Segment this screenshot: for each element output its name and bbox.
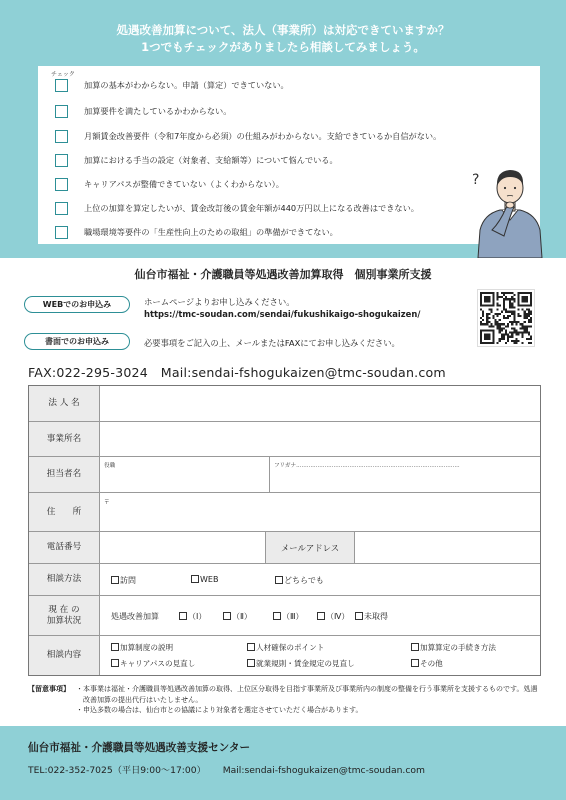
headline-line-2: 1つでもチェックがありましたら相談してみましょう。 xyxy=(141,40,425,54)
footer-mail[interactable]: Mail:sendai-fshogukaizen@tmc-soudan.com xyxy=(222,765,425,776)
checkbox[interactable] xyxy=(55,202,68,215)
method-option-visit[interactable]: 訪問 xyxy=(111,575,136,586)
support-title: 仙台市福祉・介護職員等処遇改善加算取得 個別事業所支援 xyxy=(134,268,432,281)
status-option-1[interactable]: （Ⅰ） xyxy=(179,611,206,622)
checklist-item[interactable] xyxy=(55,200,419,216)
status-option-none[interactable]: 未取得 xyxy=(355,611,388,622)
note-item: ・本事業は福祉・介護職員等処遇改善加算の取得、上位区分取得を目指す事業所及び事業所内の制度の整備を行う事業所を支援するものです。処遇改善加算の提出代行はいたしません。 xyxy=(76,685,538,704)
checklist-item-text: 加算要件を満たしているかわからない。 xyxy=(84,105,232,116)
checklist-item-text: 加算の基本がわからない。申請（算定）できていない。 xyxy=(84,79,289,90)
qr-code-icon xyxy=(480,292,532,344)
checkbox[interactable] xyxy=(223,612,231,620)
postal-mark: 〒 xyxy=(104,500,110,506)
checklist-item[interactable] xyxy=(55,103,231,119)
checkbox[interactable] xyxy=(55,130,68,143)
footer-tel[interactable]: TEL:022-352-7025（平日9:00～17:00） xyxy=(28,765,206,776)
content-option-recruit[interactable]: 人材確保のポイント xyxy=(247,642,324,653)
checklist-item[interactable] xyxy=(55,77,289,93)
web-application-text: ホームページよりお申し込みください。 xyxy=(144,297,295,307)
checklist-item[interactable] xyxy=(55,128,441,144)
thinking-person-illustration xyxy=(470,160,550,258)
form-row-phone-email xyxy=(29,531,540,563)
web-application-url[interactable]: https://tmc-soudan.com/sendai/fukushikaigo-shogukaizen/ xyxy=(144,309,421,319)
checklist-item-text: 職場環境等要件の「生産性向上のための取組」の準備ができてない。 xyxy=(84,226,338,237)
checkbox[interactable] xyxy=(247,659,255,667)
checklist-panel xyxy=(38,66,540,244)
note-item: ・申込多数の場合は、仙台市との協議により対象者を選定させていただく場合があります。 xyxy=(76,706,363,714)
checkbox[interactable] xyxy=(55,154,68,167)
form-row-contact-person xyxy=(29,456,540,492)
checkbox[interactable] xyxy=(111,576,119,584)
status-prefix: 処遇改善加算 xyxy=(111,612,159,621)
checklist-item[interactable] xyxy=(55,152,338,168)
checkbox[interactable] xyxy=(55,178,68,191)
consult-method-label: 相談方法 xyxy=(29,564,100,595)
fax-mail-line: FAX:022-295-3024 Mail:sendai-fshogukaizen@tmc-soudan.com xyxy=(28,365,446,380)
status-option-3[interactable]: （Ⅲ） xyxy=(273,611,304,622)
furigana-hint: フリガナ............................................................................................ xyxy=(274,463,460,469)
current-status-label: 現 在 の 加算状況 xyxy=(29,596,100,635)
content-option-system[interactable]: 加算制度の説明 xyxy=(111,642,173,653)
content-option-procedure[interactable]: 加算算定の手続き方法 xyxy=(411,642,496,653)
checklist-item-text: 上位の加算を算定したいが、賃金改訂後の賃金年額が440万円以上になる改善はできない。 xyxy=(84,202,419,213)
checkbox[interactable] xyxy=(191,575,199,583)
checkbox[interactable] xyxy=(111,643,119,651)
position-hint: 役職 xyxy=(104,463,116,469)
status-option-4[interactable]: （Ⅳ） xyxy=(317,611,349,622)
checkbox[interactable] xyxy=(111,659,119,667)
checkbox[interactable] xyxy=(411,643,419,651)
checklist-item[interactable] xyxy=(55,176,284,192)
qr-code[interactable] xyxy=(477,289,535,347)
web-application-info xyxy=(144,296,420,320)
form-row-consult-method xyxy=(29,563,540,595)
checkbox[interactable] xyxy=(355,612,363,620)
method-option-web[interactable]: WEB xyxy=(191,575,218,584)
checklist-item-text: キャリアパスが整備できていない（よくわからない）。 xyxy=(84,178,284,189)
top-banner xyxy=(0,0,566,258)
form-row-consult-content xyxy=(29,635,540,675)
status-option-2[interactable]: （Ⅱ） xyxy=(223,611,252,622)
contact-person-label: 担当者名 xyxy=(29,457,100,492)
method-option-either[interactable]: どちらでも xyxy=(275,575,324,586)
corp-name-label: 法 人 名 xyxy=(29,386,100,421)
checkbox[interactable] xyxy=(317,612,325,620)
checkbox[interactable] xyxy=(55,105,68,118)
content-option-other[interactable]: その他 xyxy=(411,658,443,669)
checkbox[interactable] xyxy=(55,79,68,92)
document-application-text: 必要事項をご記入の上、メールまたはFAXにてお申し込みください。 xyxy=(144,338,400,348)
checklist-item-text: 月額賃金改善要件（令和7年度から必須）の仕組みがわからない。支給できているか自信がない。 xyxy=(84,130,442,141)
office-name-label: 事業所名 xyxy=(29,422,100,456)
email-label: メールアドレス xyxy=(265,532,355,563)
checklist-column-label: チェック xyxy=(51,71,75,78)
footer-contact xyxy=(28,762,439,776)
checkbox[interactable] xyxy=(273,612,281,620)
checklist-item[interactable] xyxy=(55,224,338,240)
address-label: 住 所 xyxy=(29,493,100,531)
web-application-badge: WEBでのお申込み xyxy=(24,296,130,313)
headline xyxy=(0,22,566,56)
headline-line-1: 処遇改善加算について、法人（事業所）は対応できていますか？ xyxy=(116,23,450,37)
document-application-badge: 書面でのお申込み xyxy=(24,333,130,350)
content-option-rules[interactable]: 就業規則・賃金規定の見直し xyxy=(247,658,355,669)
checkbox[interactable] xyxy=(179,612,187,620)
form-row-current-status xyxy=(29,595,540,635)
question-mark-icon: ? xyxy=(472,172,480,188)
application-form xyxy=(28,385,541,676)
checklist-item-text: 加算における手当の設定（対象者、支給額等）について悩んでいる。 xyxy=(84,154,338,165)
form-row-corp-name xyxy=(29,386,540,421)
consult-content-label: 相談内容 xyxy=(29,636,100,675)
checkbox[interactable] xyxy=(411,659,419,667)
checkbox[interactable] xyxy=(55,226,68,239)
form-row-office-name xyxy=(29,421,540,456)
notes-heading: 【留意事項】 xyxy=(28,685,70,693)
checkbox[interactable] xyxy=(247,643,255,651)
content-option-career[interactable]: キャリアパスの見直し xyxy=(111,658,195,669)
checkbox[interactable] xyxy=(275,576,283,584)
center-name: 仙台市福祉・介護職員等処遇改善支援センター xyxy=(28,742,251,754)
footer xyxy=(0,726,566,800)
phone-label: 電話番号 xyxy=(29,532,100,563)
form-row-address xyxy=(29,492,540,531)
